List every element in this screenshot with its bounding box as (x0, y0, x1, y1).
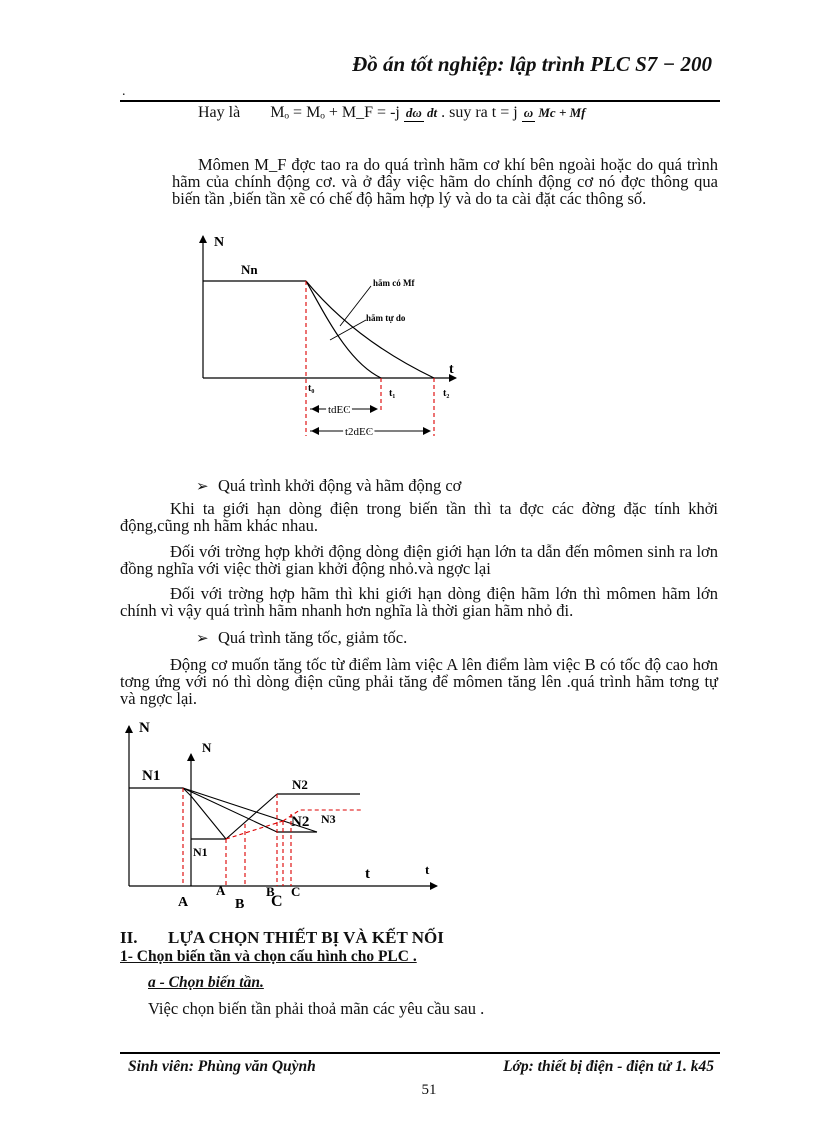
chart1-curve1-label: hãm có Mf (373, 278, 415, 288)
fraction-1-numerator: dω (405, 104, 422, 120)
footer-class: Lớp: thiết bị điện - điện tử 1. k45 (503, 1058, 714, 1075)
chart1-level-label: Nn (241, 262, 258, 277)
chart1-curve2-label: hãm tự do (366, 313, 406, 323)
formula-mid: . suy ra t = j (441, 104, 518, 121)
paragraph-brake-limit: Đối với trờng hợp hãm thì khi giới hạn dòng điện hãm lớn thì mômen hãm lớn chính vì vậy quá trình hãm nhanh hơn nghĩa là thời gian hãm nhỏ đi. (120, 584, 718, 620)
chart2-pt-a-outer: A (178, 895, 189, 910)
paragraph-acceleration: Động cơ muốn tăng tốc từ điểm làm việc A lên điểm làm việc B có tốc độ cao hơn tơng ứng với nó thì dòng điện cũng phải tăng để mômen tăng lên .quá trình hãm tơng tự và ngợc lại. (120, 655, 718, 708)
bullet-arrow-icon: ➢ (196, 631, 209, 647)
chart1-curve-free (306, 281, 434, 378)
bullet-start-brake (196, 476, 461, 496)
chart2-decel-line-2 (191, 796, 226, 839)
paragraph-current-limit: Khi ta giới hạn dòng điện trong biến tần thì ta đợc các đờng đặc tính khởi động,cũng nh hãm khác nhau. (120, 499, 718, 535)
formula-lead: Hay là (198, 104, 241, 121)
acceleration-chart (115, 714, 445, 914)
fraction-1-denominator: dt (427, 104, 438, 120)
paragraph-start-limit: Đối với trờng hợp khởi động dòng điện giới hạn lớn ta dẫn đến mômen sinh ra lơn đồng nghĩa với việc thời gian khởi động nhỏ.và ngợc lại (120, 542, 718, 578)
chart2-accel-line-2 (226, 821, 283, 839)
chart1-y-label: N (214, 235, 225, 250)
chart2-inner-x-label: t (425, 862, 430, 877)
chart2-outer-x-label: t (365, 866, 370, 882)
fraction-2-denominator: Mc + Mf (538, 104, 586, 120)
braking-chart (190, 228, 470, 442)
chart1-tick-t1: t₁ (389, 388, 396, 399)
formula-line (198, 104, 585, 122)
bullet-accel-decel-text: Quá trình tăng tốc, giảm tốc. (218, 628, 408, 647)
chart2-pt-c-inner: C (291, 884, 301, 899)
chart1-dim-t2dec-label: t2dEC (345, 426, 374, 438)
fraction-2-numerator: ω (523, 104, 534, 120)
chart2-decel-line-3 (183, 788, 277, 832)
chart1-dim-tdec-label: tdEC (328, 404, 351, 416)
chart2-pt-a-inner: A (216, 883, 226, 898)
chart2-pt-b-outer: B (235, 897, 245, 912)
chart1-tick-t0: t₀ (308, 383, 315, 394)
section-title: LỰA CHỌN THIẾT BỊ VÀ KẾT NỐI (168, 928, 444, 947)
formula-expr: Mₒ = Mₒ + M_F = -j (270, 104, 400, 121)
chart2-n1-inner-label: N1 (193, 845, 208, 859)
header-dot: . (122, 84, 126, 99)
chart2-n3-label: N3 (321, 812, 336, 826)
chart1-curve-mf (306, 281, 381, 378)
page-number: 51 (421, 1082, 437, 1098)
bullet-arrow-icon: ➢ (196, 479, 209, 495)
bullet-accel-decel (196, 628, 407, 648)
chart2-inner-y-label: N (202, 740, 212, 755)
header-title: Đồ án tốt nghiệp: lập trình PLC S7 − 200 (352, 52, 712, 76)
section-heading (120, 928, 444, 948)
formula-fraction-2 (522, 105, 586, 122)
formula-fraction-1 (404, 105, 437, 122)
chart2-outer-y-label: N (139, 720, 150, 736)
paragraph-requirements: Việc chọn biến tần phải thoả mãn các yêu cầu sau . (148, 999, 485, 1018)
chart2-pt-c-outer: C (271, 893, 283, 910)
paragraph-braking-torque: Mômen M_F đợc tao ra do quá trình hãm cơ khí bên ngoài hoặc do quá trình hãm của chính động cơ. và ở đây việc hãm do chính động cơ nó đợc thông qua biến tần ,biến tần xẽ có chế độ hãm hợp lý và do ta cài đặt các thông số. (172, 155, 718, 208)
section-number: II. (120, 928, 138, 947)
chart2-n1-outer-label: N1 (142, 768, 161, 784)
chart2-pt-b-inner: B (266, 884, 275, 899)
chart2-n2-mid-label: N2 (291, 814, 310, 830)
chart1-x-label: t (449, 362, 454, 377)
chart2-n2-top-label: N2 (292, 777, 308, 792)
footer-student: Sinh viên: Phùng văn Quỳnh (128, 1058, 316, 1075)
chart1-tick-t2: t₂ (443, 388, 450, 399)
bullet-start-brake-text: Quá trình khởi động và hãm động cơ (218, 476, 462, 495)
footer-rule (120, 1052, 720, 1054)
subsection-heading: 1- Chọn biến tần và chọn cấu hình cho PLC . (120, 948, 417, 965)
subsubsection-heading: a - Chọn biến tần. (148, 974, 264, 991)
header-rule (120, 100, 720, 102)
